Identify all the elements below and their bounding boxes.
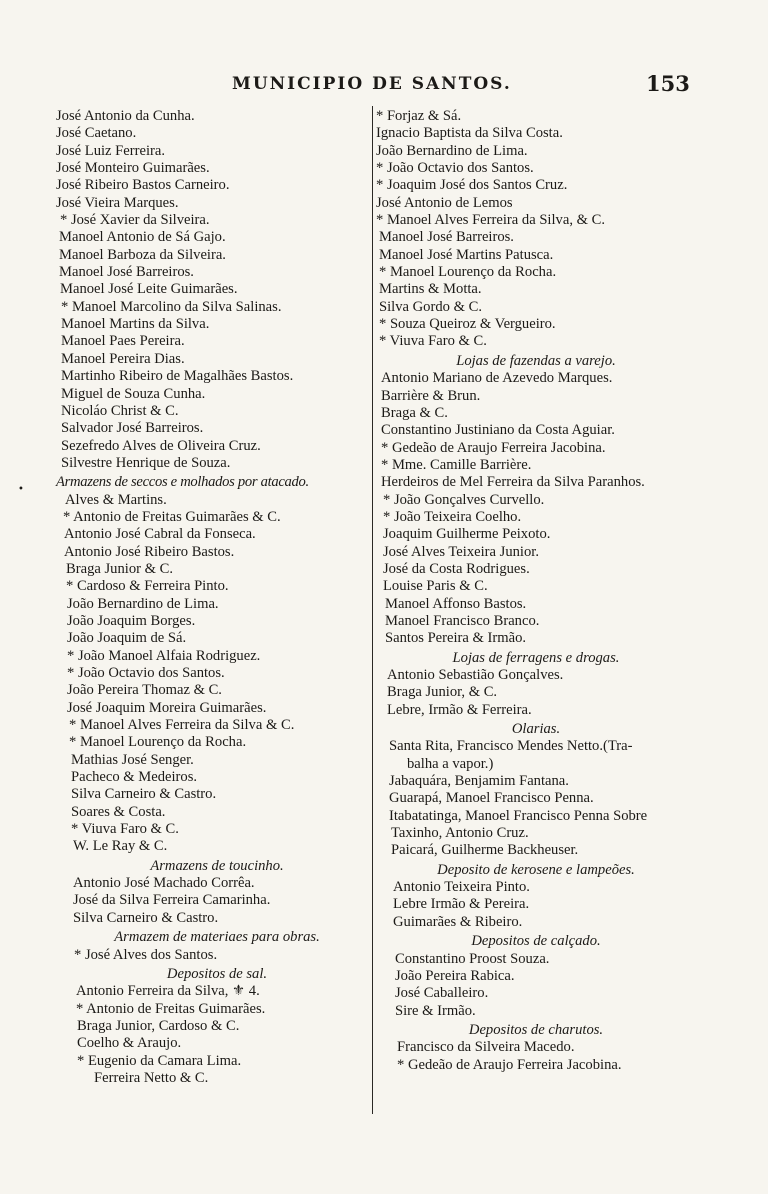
directory-entry: * João Manoel Alfaia Rodriguez. xyxy=(67,647,261,664)
directory-entry: Constantino Justiniano da Costa Aguiar. xyxy=(381,422,615,439)
section-heading: Armazens de seccos e molhados por atacado. xyxy=(56,474,309,491)
directory-entry: Alves & Martins. xyxy=(65,491,167,508)
directory-entry: Braga Junior, & C. xyxy=(387,684,498,701)
directory-entry: Silva Gordo & C. xyxy=(379,298,482,315)
directory-entry: W. Le Ray & C. xyxy=(73,838,168,855)
directory-entry: José Ribeiro Bastos Carneiro. xyxy=(56,177,230,194)
directory-entry: * Manoel Alves Ferreira da Silva & C. xyxy=(69,717,295,734)
directory-entry: * Manoel Marcolino da Silva Salinas. xyxy=(61,298,282,315)
directory-entry: Manoel Antonio de Sá Gajo. xyxy=(59,229,226,246)
directory-entry: Francisco da Silveira Macedo. xyxy=(397,1039,575,1056)
directory-entry: Nicoláo Christ & C. xyxy=(61,402,179,419)
directory-entry: Manoel José Barreiros. xyxy=(59,264,194,281)
directory-entry: Braga Junior & C. xyxy=(66,560,174,577)
page-number: 153 xyxy=(646,71,690,96)
directory-entry: Guarapá, Manoel Francisco Penna. xyxy=(389,790,594,807)
section-heading: Deposito de kerosene e lampeões. xyxy=(437,861,635,878)
directory-entry: * Manoel Lourenço da Rocha. xyxy=(69,734,247,751)
directory-entry: João Joaquim Borges. xyxy=(67,612,196,629)
directory-entry: João Bernardino de Lima. xyxy=(376,142,528,159)
directory-entry: Louise Paris & C. xyxy=(383,578,488,595)
directory-entry: * João Octavio dos Santos. xyxy=(67,665,225,681)
directory-entry: José Joaquim Moreira Guimarães. xyxy=(67,699,267,716)
directory-entry: Mathias José Senger. xyxy=(71,751,194,768)
directory-entry: * Souza Queiroz & Vergueiro. xyxy=(379,316,556,333)
directory-entry: * Gedeão de Araujo Ferreira Jacobina. xyxy=(381,439,606,456)
directory-entry: Lebre, Irmão & Ferreira. xyxy=(387,701,532,718)
directory-entry: José Caetano. xyxy=(56,125,137,142)
directory-entry: José Caballeiro. xyxy=(395,985,489,1002)
directory-entry: Braga Junior, Cardoso & C. xyxy=(77,1017,240,1034)
directory-entry: João Bernardino de Lima. xyxy=(67,595,219,612)
section-heading: Lojas de fazendas a varejo. xyxy=(456,352,616,369)
directory-entry: * Cardoso & Ferreira Pinto. xyxy=(66,578,229,595)
right-column xyxy=(376,108,696,1074)
directory-entry: Martins & Motta. xyxy=(379,281,482,298)
directory-entry: Santos Pereira & Irmão. xyxy=(385,630,527,647)
directory-entry: Manoel Francisco Branco. xyxy=(385,612,540,629)
left-column xyxy=(56,108,378,1087)
directory-entry: José Alves Teixeira Junior. xyxy=(383,543,539,560)
directory-entry: balha a vapor.) xyxy=(407,755,494,772)
directory-entry: * Manoel Alves Ferreira da Silva, & C. xyxy=(376,212,605,229)
directory-entry: Ignacio Baptista da Silva Costa. xyxy=(376,125,563,142)
directory-entry: * João Gonçalves Curvello. xyxy=(383,491,545,508)
directory-entry: * Forjaz & Sá. xyxy=(376,108,462,124)
directory-entry: Silvestre Henrique de Souza. xyxy=(61,454,231,471)
directory-entry: Lebre Irmão & Pereira. xyxy=(393,896,530,913)
directory-entry: Itabatatinga, Manoel Francisco Penna Sobre xyxy=(389,807,648,824)
directory-entry: Antonio José Machado Corrêa. xyxy=(73,875,255,892)
directory-entry: José Luiz Ferreira. xyxy=(56,142,166,159)
directory-entry: * José Alves dos Santos. xyxy=(74,946,218,963)
directory-entry: José Monteiro Guimarães. xyxy=(56,160,210,177)
directory-entry: Antonio Teixeira Pinto. xyxy=(393,879,530,896)
running-title: MUNICIPIO DE SANTOS. xyxy=(232,74,512,94)
directory-entry: Manoel Pereira Dias. xyxy=(61,350,185,367)
directory-entry: Soares & Costa. xyxy=(71,803,166,820)
directory-entry: Silva Carneiro & Castro. xyxy=(71,786,217,803)
directory-entry: João Pereira Thomaz & C. xyxy=(67,682,222,699)
directory-entry: Sezefredo Alves de Oliveira Cruz. xyxy=(61,437,261,454)
directory-entry: * Viuva Faro & C. xyxy=(71,821,179,838)
directory-entry: Manoel Martins da Silva. xyxy=(61,316,210,333)
directory-entry: * Manoel Lourenço da Rocha. xyxy=(379,264,557,281)
page-header xyxy=(0,71,768,100)
directory-entry: Barrière & Brun. xyxy=(381,387,481,404)
directory-entry: José da Silva Ferreira Camarinha. xyxy=(73,892,271,909)
directory-entry: * José Xavier da Silveira. xyxy=(60,212,210,229)
directory-entry: Salvador José Barreiros. xyxy=(61,420,204,437)
section-heading: Armazens de toucinho. xyxy=(150,857,284,874)
directory-entry: Manoel Paes Pereira. xyxy=(61,333,185,350)
directory-entry: * Antonio de Freitas Guimarães & C. xyxy=(63,508,281,525)
directory-entry: Santa Rita, Francisco Mendes Netto.(Tra- xyxy=(389,738,633,755)
directory-entry: João Pereira Rabica. xyxy=(395,967,515,984)
margin-mark: • xyxy=(18,484,24,495)
directory-entry: Pacheco & Medeiros. xyxy=(71,769,198,786)
directory-entry: Jabaquára, Benjamim Fantana. xyxy=(389,773,569,790)
section-heading: Depositos de sal. xyxy=(166,965,268,982)
directory-entry: Paicará, Guilherme Backheuser. xyxy=(391,842,579,859)
directory-entry: Antonio Sebastião Gonçalves. xyxy=(387,667,564,683)
directory-entry: * Joaquim José dos Santos Cruz. xyxy=(376,177,568,194)
directory-entry: Manoel José Martins Patusca. xyxy=(379,246,554,263)
directory-entry: Manoel José Barreiros. xyxy=(379,229,514,246)
directory-entry: Taxinho, Antonio Cruz. xyxy=(391,825,529,842)
directory-entry: * João Octavio dos Santos. xyxy=(376,160,534,177)
directory-entry: João Joaquim de Sá. xyxy=(67,630,187,647)
directory-entry: Antonio Mariano de Azevedo Marques. xyxy=(381,370,613,387)
directory-entry: José Antonio da Cunha. xyxy=(56,108,195,124)
directory-entry: Manoel José Leite Guimarães. xyxy=(60,281,238,298)
section-heading: Depositos de calçado. xyxy=(471,933,601,950)
directory-entry: Manoel Affonso Bastos. xyxy=(385,595,527,612)
directory-entry: Constantino Proost Souza. xyxy=(395,950,550,967)
directory-entry: Antonio José Ribeiro Bastos. xyxy=(64,543,235,560)
directory-entry: * Antonio de Freitas Guimarães. xyxy=(76,1000,266,1017)
directory-entry: * Mme. Camille Barrière. xyxy=(381,456,532,473)
directory-entry: Herdeiros de Mel Ferreira da Silva Paranhos. xyxy=(381,474,645,491)
directory-entry: * Gedeão de Araujo Ferreira Jacobina. xyxy=(397,1056,622,1073)
directory-entry: José da Costa Rodrigues. xyxy=(383,560,530,577)
directory-entry: Miguel de Souza Cunha. xyxy=(61,385,206,402)
directory-entry: Sire & Irmão. xyxy=(395,1002,476,1019)
section-heading: Lojas de ferragens e drogas. xyxy=(452,649,620,666)
directory-entry: Antonio Ferreira da Silva, ⚜ 4. xyxy=(76,983,260,1000)
directory-entry: Antonio José Cabral da Fonseca. xyxy=(64,526,256,543)
directory-entry: Ferreira Netto & C. xyxy=(94,1069,209,1086)
directory-entry: José Vieira Marques. xyxy=(56,194,179,211)
directory-entry: * Viuva Faro & C. xyxy=(379,333,487,350)
directory-entry: Braga & C. xyxy=(381,404,448,421)
directory-entry: Coelho & Araujo. xyxy=(77,1035,182,1052)
section-heading: Depositos de charutos. xyxy=(468,1021,604,1038)
section-heading: Olarias. xyxy=(511,721,561,738)
directory-entry: José Antonio de Lemos xyxy=(376,194,513,211)
directory-entry: * Eugenio da Camara Lima. xyxy=(77,1052,242,1069)
directory-entry: Guimarães & Ribeiro. xyxy=(393,913,523,930)
directory-entry: Manoel Barboza da Silveira. xyxy=(59,246,226,263)
directory-entry: Joaquim Guilherme Peixoto. xyxy=(383,526,551,543)
section-heading: Armazem de materiaes para obras. xyxy=(114,929,320,946)
directory-entry: Silva Carneiro & Castro. xyxy=(73,909,219,926)
directory-entry: Martinho Ribeiro de Magalhães Bastos. xyxy=(61,368,294,385)
directory-entry: * João Teixeira Coelho. xyxy=(383,508,522,525)
